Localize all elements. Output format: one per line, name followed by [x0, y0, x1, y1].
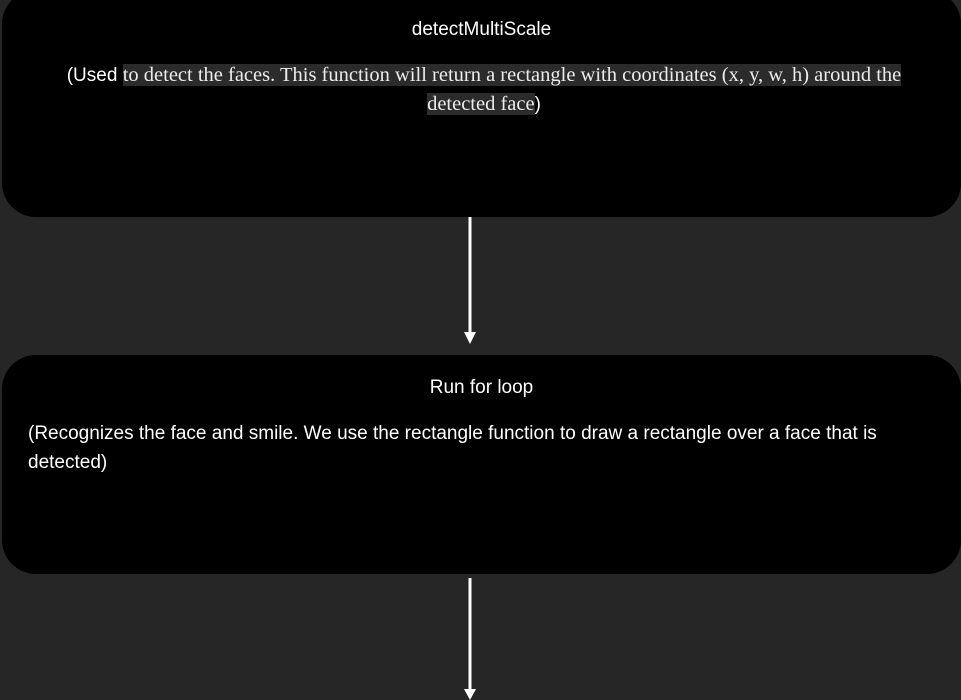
- flowchart-node-detectmultiscale: [2, 0, 961, 217]
- desc-close: ): [534, 94, 541, 115]
- desc-highlighted-text: to detect the faces. This function will return a rectangle with coordinates (x, y, w, h) around the detected face: [122, 64, 902, 115]
- node-description: (Recognizes the face and smile. We use the rectangle function to draw a rectangle over a face that is detected): [28, 423, 877, 473]
- flowchart-node-run-for-loop: [2, 355, 961, 574]
- node-title: detectMultiScale: [411, 19, 552, 40]
- down-arrow-connector: [462, 217, 478, 345]
- desc-open: (Used: [66, 65, 123, 86]
- node-description: [32, 61, 936, 119]
- node-title: Run for loop: [429, 377, 534, 398]
- down-arrow-connector: [462, 578, 478, 700]
